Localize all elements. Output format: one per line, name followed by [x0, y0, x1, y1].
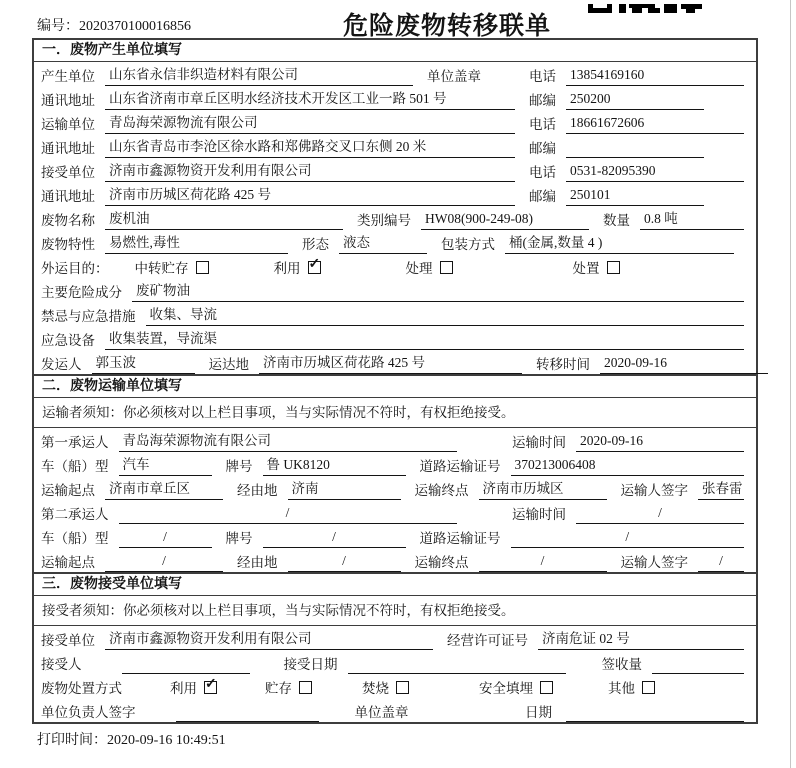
phone-label: 电话	[529, 165, 556, 180]
purpose-option	[573, 259, 620, 278]
receiving-unit-value: 济南市鑫源物资开发利用有限公司	[105, 162, 515, 182]
checkbox-icon	[396, 681, 409, 694]
waste-property-label: 废物特性	[41, 237, 95, 252]
checkbox-icon	[440, 261, 453, 274]
endpoint-value: /	[479, 552, 607, 572]
license-number-value: 济南危证 02 号	[538, 630, 744, 650]
via-label: 经由地	[237, 483, 278, 498]
producing-unit-row	[34, 62, 756, 86]
accepting-unit-row	[34, 626, 756, 650]
unit-stamp-label: 单位盖章	[427, 69, 481, 84]
phone-value: 0531-82095390	[566, 162, 744, 182]
acceptor-label: 接受人	[41, 657, 82, 672]
responsible-signature-value	[176, 720, 319, 722]
print-time-label: 打印时间：	[37, 733, 107, 748]
waste-name-value: 废机油	[105, 210, 343, 230]
transfer-purpose-label: 外运目的：	[41, 261, 109, 276]
phone-value: 18661672606	[566, 114, 744, 134]
disposal-option	[265, 679, 312, 698]
plate-number-label: 牌号	[225, 531, 253, 546]
postcode-value: 250200	[566, 90, 704, 110]
plate-number-label: 牌号	[225, 459, 253, 474]
shipper-row	[34, 350, 756, 374]
responsible-signature-label: 单位负责人签字	[41, 705, 136, 720]
phone-label: 电话	[529, 69, 556, 84]
option-label: 利用	[273, 261, 301, 276]
phone-value: 13854169160	[566, 66, 744, 86]
emergency-equipment-value: 收集装置，导流渠	[105, 330, 744, 350]
option-label: 处置	[572, 261, 600, 276]
emergency-equipment-label: 应急设备	[41, 333, 95, 348]
page-title: 危险废物转移联单	[342, 13, 552, 40]
purpose-option	[406, 259, 453, 278]
packaging-value: 桶(金属,数量 4 )	[505, 234, 734, 254]
responsible-signature-row	[34, 698, 756, 722]
origin-label: 运输起点	[41, 483, 95, 498]
manifest-form	[32, 38, 758, 724]
qr-code-icon	[588, 0, 702, 18]
transfer-purpose-row	[34, 254, 756, 278]
second-carrier-value: /	[119, 504, 457, 524]
destination-value: 济南市历城区荷花路 425 号	[259, 354, 522, 374]
address-label: 通讯地址	[41, 141, 95, 156]
form-state-label: 形态	[302, 237, 329, 252]
date-value	[566, 720, 744, 722]
road-permit-value: /	[511, 528, 745, 548]
endpoint-value: 济南市历城区	[479, 480, 607, 500]
shipper-label: 发运人	[41, 357, 82, 372]
section2-header: 二．废物运输单位填写	[34, 374, 756, 398]
section3-header: 三．废物接受单位填写	[34, 572, 756, 596]
postcode-label: 邮编	[529, 93, 556, 108]
receiver-notice: 接受者须知：你必须核对以上栏目事项，当与实际情况不符时，有权拒绝接受。	[34, 596, 756, 626]
section1-header: 一．废物产生单位填写	[34, 40, 756, 62]
postcode-value	[566, 156, 704, 158]
address-label: 通讯地址	[41, 189, 95, 204]
address-label: 通讯地址	[41, 93, 95, 108]
carrier-signature-label: 运输人签字	[620, 555, 688, 570]
waste-property-value: 易燃性,毒性	[105, 234, 288, 254]
emergency-measures-row	[34, 302, 756, 326]
category-code-label: 类别编号	[357, 213, 411, 228]
transport-date-value: 2020-09-16	[576, 432, 744, 452]
destination-label: 运达地	[208, 357, 249, 372]
vehicle-type-row	[34, 452, 756, 476]
signed-quantity-label: 签收量	[601, 657, 642, 672]
doc-number-label: 编号：	[37, 19, 79, 34]
producing-unit-value: 山东省永信非织造材料有限公司	[105, 66, 413, 86]
receiver-address-row	[34, 182, 756, 206]
carrier-signature-label: 运输人签字	[620, 483, 688, 498]
unit-stamp-label: 单位盖章	[354, 705, 409, 720]
option-label: 中转贮存	[134, 261, 189, 276]
quantity-label: 数量	[603, 213, 630, 228]
via-value: 济南	[288, 480, 401, 500]
checkbox-icon	[196, 261, 209, 274]
acceptor-row	[34, 650, 756, 674]
purpose-option	[274, 259, 321, 278]
checkbox-icon	[299, 681, 312, 694]
hazard-component-label: 主要危险成分	[41, 285, 122, 300]
license-number-label: 经营许可证号	[447, 633, 528, 648]
endpoint-label: 运输终点	[414, 555, 469, 570]
checkbox-icon	[308, 261, 321, 274]
via-value: /	[288, 552, 401, 572]
road-permit-label: 道路运输证号	[419, 459, 501, 474]
doc-number-value: 2020370100016856	[79, 19, 191, 34]
doc-number	[37, 15, 191, 35]
accept-date-value	[348, 672, 566, 674]
waste-name-row	[34, 206, 756, 230]
origin-value: /	[105, 552, 223, 572]
postcode-label: 邮编	[529, 141, 556, 156]
route-row-2	[34, 548, 756, 572]
disposal-option	[170, 679, 217, 698]
vehicle-type-value: /	[119, 528, 212, 548]
second-carrier-row	[34, 500, 756, 524]
postcode-label: 邮编	[529, 189, 556, 204]
checkbox-icon	[204, 681, 217, 694]
receiving-unit-row	[34, 158, 756, 182]
transporter-notice: 运输者须知：你必须核对以上栏目事项，当与实际情况不符时，有权拒绝接受。	[34, 398, 756, 428]
option-label: 其他	[608, 681, 635, 696]
accepting-unit-label: 接受单位	[41, 633, 95, 648]
plate-number-value: 鲁 UK8120	[263, 456, 406, 476]
vehicle-type-row-2	[34, 524, 756, 548]
transport-unit-label: 运输单位	[41, 117, 95, 132]
producing-unit-label: 产生单位	[41, 69, 95, 84]
category-code-value: HW08(900-249-08)	[421, 210, 589, 230]
transport-unit-value: 青岛海荣源物流有限公司	[105, 114, 515, 134]
postcode-value: 250101	[566, 186, 704, 206]
transport-date-label: 运输时间	[512, 507, 566, 522]
accept-date-label: 接受日期	[283, 657, 338, 672]
shipper-value: 郭玉波	[92, 354, 195, 374]
emergency-measures-value: 收集、导流	[146, 306, 745, 326]
hazard-component-row	[34, 278, 756, 302]
signed-quantity-value	[652, 672, 744, 674]
transporter-address-row	[34, 134, 756, 158]
page-header	[32, 6, 758, 38]
origin-value: 济南市章丘区	[105, 480, 223, 500]
road-permit-label: 道路运输证号	[419, 531, 501, 546]
road-permit-value: 370213006408	[511, 456, 745, 476]
address-value: 山东省青岛市李沧区徐水路和郑佛路交叉口东侧 20 米	[105, 138, 515, 158]
quantity-value: 0.8 吨	[640, 210, 744, 230]
option-label: 处理	[405, 261, 433, 276]
checkbox-icon	[642, 681, 655, 694]
disposal-option	[479, 679, 553, 698]
date-label: 日期	[525, 705, 552, 720]
waste-property-row	[34, 230, 756, 254]
transport-date-value: /	[576, 504, 744, 524]
packaging-label: 包装方式	[441, 237, 495, 252]
address-value: 济南市历城区荷花路 425 号	[105, 186, 515, 206]
phone-label: 电话	[529, 117, 556, 132]
manifest-page	[32, 6, 758, 749]
endpoint-label: 运输终点	[414, 483, 469, 498]
origin-label: 运输起点	[41, 555, 95, 570]
checkbox-icon	[540, 681, 553, 694]
vehicle-type-value: 汽车	[119, 456, 212, 476]
option-label: 利用	[170, 681, 197, 696]
first-carrier-label: 第一承运人	[41, 435, 109, 450]
producer-address-row	[34, 86, 756, 110]
vehicle-type-label: 车（船）型	[41, 459, 109, 474]
hazard-component-value: 废矿物油	[132, 282, 744, 302]
transport-date-label: 运输时间	[512, 435, 566, 450]
disposal-option	[608, 679, 655, 698]
waste-name-label: 废物名称	[41, 213, 95, 228]
vehicle-type-label: 车（船）型	[41, 531, 109, 546]
first-carrier-value: 青岛海荣源物流有限公司	[119, 432, 457, 452]
plate-number-value: /	[263, 528, 406, 548]
acceptor-value	[122, 672, 250, 674]
address-value: 山东省济南市章丘区明水经济技术开发区工业一路 501 号	[105, 90, 515, 110]
page-edge-line	[790, 0, 791, 768]
purpose-option	[135, 259, 209, 278]
disposal-method-row	[34, 674, 756, 698]
emergency-measures-label: 禁忌与应急措施	[41, 309, 136, 324]
print-time-value: 2020-09-16 10:49:51	[107, 733, 226, 748]
accepting-unit-value: 济南市鑫源物资开发利用有限公司	[105, 630, 433, 650]
transport-unit-row	[34, 110, 756, 134]
print-time	[37, 729, 758, 749]
via-label: 经由地	[237, 555, 278, 570]
disposal-method-label: 废物处置方式	[41, 681, 122, 696]
option-label: 焚烧	[362, 681, 389, 696]
carrier-signature-value: 张春雷	[698, 480, 744, 500]
option-label: 贮存	[265, 681, 292, 696]
form-state-value: 液态	[339, 234, 427, 254]
receiving-unit-label: 接受单位	[41, 165, 95, 180]
first-carrier-row	[34, 428, 756, 452]
emergency-equipment-row	[34, 326, 756, 350]
carrier-signature-value: /	[698, 552, 744, 572]
disposal-option	[362, 679, 409, 698]
second-carrier-label: 第二承运人	[41, 507, 109, 522]
checkbox-icon	[607, 261, 620, 274]
option-label: 安全填埋	[479, 681, 533, 696]
route-row	[34, 476, 756, 500]
transfer-date-value: 2020-09-16	[600, 354, 768, 374]
transfer-date-label: 转移时间	[536, 357, 590, 372]
